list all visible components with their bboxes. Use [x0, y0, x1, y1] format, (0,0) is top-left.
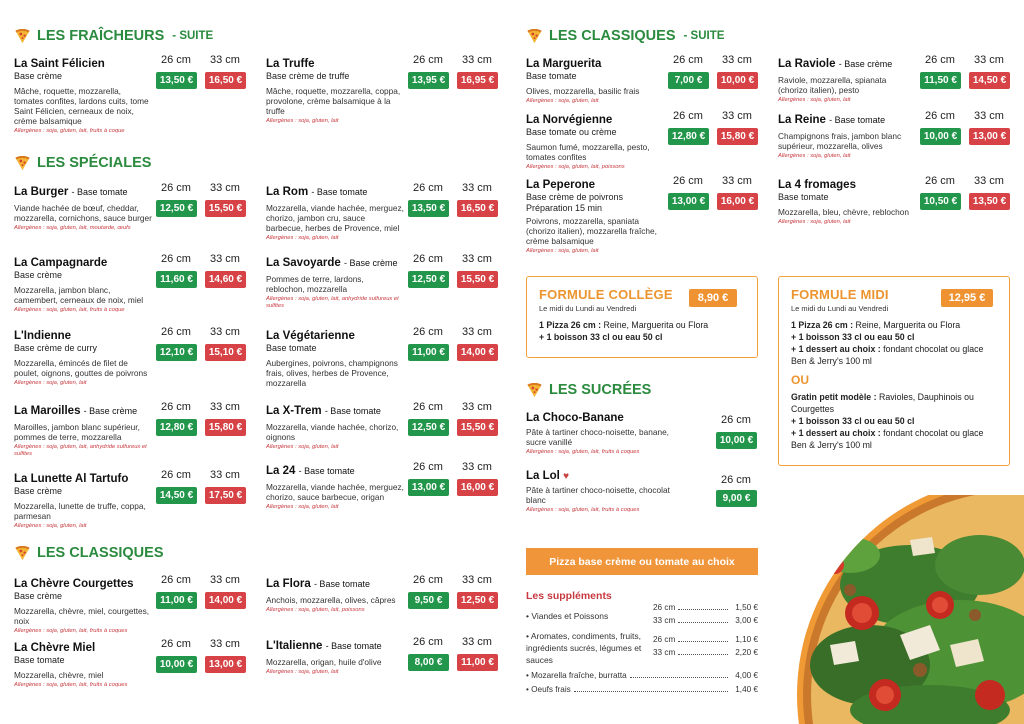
item-description: Mozzarella, origan, huile d'olive — [266, 657, 382, 667]
menu-item — [266, 461, 499, 527]
price-26: 11,00 € — [156, 592, 197, 609]
pizza-slice-icon — [14, 156, 31, 171]
item-description: Poivrons, mozzarella, spaniata (chorizo italien), mozzarella fraîche, crème balsamique — [526, 216, 657, 246]
item-name: La Saint Félicien — [14, 58, 105, 70]
size-33-label: 33 cm — [210, 253, 240, 265]
formule-midi-gratin-drink: + 1 boisson 33 cl ou eau 50 cl — [791, 416, 915, 426]
formule-college-line2: + 1 boisson 33 cl ou eau 50 cl — [539, 332, 663, 342]
menu-item — [266, 574, 499, 640]
formule-midi-gratin-dessert: + 1 dessert au choix : fondant chocolat ou glace Ben & Jerry's 100 ml — [791, 428, 984, 450]
item-name: La Maroilles - Base crème — [14, 405, 138, 417]
pizza-slice-icon — [14, 546, 31, 561]
pizza-photo — [790, 495, 1024, 724]
item-allergens: Allergènes : soja, gluten, lait — [526, 248, 599, 254]
supp-viandes-26: 26 cm 1,50 € — [653, 603, 758, 612]
formule-midi-ou: OU — [791, 373, 809, 387]
size-26-label: 26 cm — [161, 638, 191, 650]
formule-college-price: 8,90 € — [689, 289, 737, 307]
formule-midi-gratin: Gratin petit modèle : Ravioles, Dauphinois ou Courgettes — [791, 392, 974, 414]
section-speciales — [14, 155, 151, 171]
item-name: La Chèvre Miel — [14, 642, 96, 654]
menu-item — [14, 326, 247, 392]
price-33: 15,80 € — [717, 128, 758, 145]
item-allergens: Allergènes : soja, gluten, lait, poissons — [526, 164, 625, 170]
item-name: La 24 - Base tomate — [266, 465, 355, 477]
size-33-label: 33 cm — [974, 110, 1004, 122]
item-description: Olives, mozzarella, basilic frais — [526, 86, 640, 96]
price-26: 13,00 € — [408, 479, 449, 496]
size-26-label: 26 cm — [413, 636, 443, 648]
item-allergens: Allergènes : soja, gluten, lait, fruits à coque — [14, 307, 125, 313]
price-26: 14,50 € — [156, 487, 197, 504]
item-base: Base crème — [14, 591, 63, 601]
item-base: Base crème — [14, 486, 63, 496]
item-allergens: Allergènes : soja, gluten, lait, fruits à coque — [14, 128, 125, 134]
size-33-label: 33 cm — [462, 253, 492, 265]
supp-oeufs: • Oeufs frais 1,40 € — [526, 685, 758, 694]
size-26-label: 26 cm — [161, 326, 191, 338]
item-allergens: Allergènes : soja, gluten, lait — [778, 153, 851, 159]
size-26-label: 26 cm — [161, 182, 191, 194]
size-26-label: 26 cm — [413, 54, 443, 66]
item-allergens: Allergènes : soja, gluten, lait, fruits à coques — [14, 628, 128, 634]
item-description: Mozzarella, viande hachée, chorizo, oignons — [266, 422, 399, 442]
size-33-label: 33 cm — [722, 110, 752, 122]
price-33: 16,00 € — [457, 479, 498, 496]
supplements-title: Les suppléments — [526, 590, 612, 602]
item-name: La Peperone — [526, 179, 596, 191]
size-26-label: 26 cm — [673, 110, 703, 122]
item-description: Mozzarella, jambon blanc, camembert, cerneaux de noix, miel — [14, 285, 144, 305]
size-33-label: 33 cm — [974, 175, 1004, 187]
size-26-label: 26 cm — [925, 175, 955, 187]
menu-item — [14, 638, 247, 704]
supp-aromates-26: 26 cm 1,10 € — [653, 635, 758, 644]
formule-college-box — [526, 276, 758, 358]
item-description: Aubergines, poivrons, champignons frais, olives, herbes de Provence, mozzarella — [266, 358, 398, 388]
item-allergens: Allergènes : soja, gluten, lait — [266, 504, 339, 510]
price-26: 11,60 € — [156, 271, 197, 288]
price-33: 17,50 € — [205, 487, 246, 504]
menu-item — [14, 253, 247, 319]
item-description: Champignons frais, jambon blanc supérieur, mozzarella, olives — [778, 131, 902, 151]
menu-item — [266, 54, 499, 124]
size-33-label: 33 cm — [722, 54, 752, 66]
size-26-label: 26 cm — [673, 175, 703, 187]
supp-viandes: • Viandes et Poissons — [526, 611, 609, 621]
item-base: Base crème — [14, 71, 63, 81]
size-26-label: 26 cm — [413, 182, 443, 194]
item-allergens: Allergènes : soja, gluten, lait — [266, 235, 339, 241]
size-33-label: 33 cm — [210, 574, 240, 586]
item-name: La Choco-Banane — [526, 412, 624, 424]
menu-item — [14, 401, 247, 467]
item-allergens: Allergènes : soja, gluten, lait — [778, 219, 851, 225]
item-allergens: Allergènes : soja, gluten, lait — [526, 98, 599, 104]
price-26: 10,50 € — [920, 193, 961, 210]
item-name: L'Indienne — [14, 330, 72, 342]
item-name: La Raviole - Base crème — [778, 58, 893, 70]
price-33: 13,00 € — [205, 656, 246, 673]
price-33: 14,60 € — [205, 271, 246, 288]
item-name: La Rom - Base tomate — [266, 186, 368, 198]
formule-college-title: FORMULE COLLÈGE — [539, 287, 673, 302]
menu-item — [266, 636, 499, 702]
item-description: Anchois, mozzarella, olives, câpres — [266, 595, 396, 605]
menu-item — [14, 574, 247, 640]
item-description: Mozzarella, bleu, chèvre, reblochon — [778, 207, 909, 217]
item-base: Base crème de truffe — [266, 71, 350, 81]
menu-item — [14, 54, 247, 134]
size-26-label: 26 cm — [925, 110, 955, 122]
item-description: Viande hachée de bœuf, cheddar, mozzarella, cornichons, sauce burger — [14, 203, 152, 223]
size-33-label: 33 cm — [210, 401, 240, 413]
size-26-label: 26 cm — [925, 54, 955, 66]
section-sucrees — [526, 382, 651, 398]
item-name: La Flora - Base tomate — [266, 578, 370, 590]
menu-item — [266, 182, 499, 248]
heart-icon: ♥ — [563, 471, 570, 482]
price-33: 13,00 € — [969, 128, 1010, 145]
price-26: 13,50 € — [156, 72, 197, 89]
menu-item — [266, 253, 499, 319]
menu-item — [778, 175, 1011, 241]
section-title: LES CLASSIQUES — [549, 28, 676, 44]
menu-item — [526, 175, 759, 254]
size-33-label: 33 cm — [974, 54, 1004, 66]
menu-item — [14, 469, 247, 535]
item-allergens: Allergènes : soja, gluten, lait, fruits à coques — [14, 682, 128, 688]
section-classiques-right — [526, 28, 724, 44]
item-description: Mozzarella, chèvre, miel, courgettes, noix — [14, 606, 150, 626]
price-33: 15,50 € — [457, 271, 498, 288]
pizza-slice-icon — [526, 29, 543, 44]
section-classiques-left — [14, 545, 164, 561]
item-base: Base tomate ou crème — [526, 127, 617, 137]
item-name: La Reine - Base tomate — [778, 114, 886, 126]
menu-item — [526, 110, 759, 176]
size-26-label: 26 cm — [161, 54, 191, 66]
size-26-label: 26 cm — [161, 469, 191, 481]
section-suffix: - SUITE — [683, 30, 725, 42]
menu-item — [14, 182, 247, 248]
price-33: 10,00 € — [717, 72, 758, 89]
item-base: Base crème de curry — [14, 343, 98, 353]
formule-midi-line2: + 1 boisson 33 cl ou eau 50 cl — [791, 332, 915, 342]
pizza-slice-icon — [14, 29, 31, 44]
price-26: 10,00 € — [920, 128, 961, 145]
item-name: La Lunette Al Tartufo — [14, 473, 129, 485]
sweet-item — [526, 470, 759, 520]
item-name: La Truffe — [266, 58, 315, 70]
size-26-label: 26 cm — [413, 574, 443, 586]
item-allergens: Allergènes : soja, gluten, lait, anhydride sulfureux et sulfites — [14, 444, 147, 457]
supp-mozza: • Mozarella fraîche, burratta 4,00 € — [526, 671, 758, 680]
item-allergens: Allergènes : soja, gluten, lait — [266, 669, 339, 675]
section-title: LES FRAÎCHEURS — [37, 28, 165, 44]
size-26-label: 26 cm — [161, 574, 191, 586]
price-26: 11,00 € — [408, 344, 449, 361]
section-title: LES SPÉCIALES — [37, 155, 152, 171]
item-allergens: Allergènes : soja, gluten, lait — [266, 118, 339, 124]
size-33-label: 33 cm — [210, 182, 240, 194]
item-prep-time: Préparation 15 min — [526, 203, 603, 213]
price-26: 9,50 € — [408, 592, 449, 609]
item-name: La Marguerita — [526, 58, 602, 70]
size-26-label: 26 cm — [413, 401, 443, 413]
size-26-label: 26 cm — [413, 326, 443, 338]
price-26: 10,00 € — [716, 432, 757, 449]
price-26: 13,00 € — [668, 193, 709, 210]
price-33: 16,50 € — [205, 72, 246, 89]
item-description: Mozzarella, émincés de filet de poulet, oignons, gouttes de poivrons — [14, 358, 148, 378]
base-choice-banner: Pizza base crème ou tomate au choix — [526, 548, 758, 575]
item-name: La Chèvre Courgettes — [14, 578, 134, 590]
item-name: La Lol ♥ — [526, 470, 570, 482]
sweet-item — [526, 412, 759, 462]
price-26: 12,80 € — [156, 419, 197, 436]
size-26-label: 26 cm — [413, 461, 443, 473]
item-allergens: Allergènes : soja, gluten, lait, fruits à coques — [526, 449, 640, 455]
menu-item — [266, 401, 499, 467]
item-name: La Végétarienne — [266, 330, 355, 342]
formule-midi-price: 12,95 € — [941, 289, 993, 307]
item-description: Mozzarella, lunette de truffe, coppa, parmesan — [14, 501, 146, 521]
formule-midi-line1: 1 Pizza 26 cm : Reine, Marguerita ou Flora — [791, 320, 961, 330]
size-33-label: 33 cm — [462, 574, 492, 586]
supp-aromates: • Aromates, condiments, fruits, ingrédients sucrés, légumes et sauces — [526, 631, 642, 665]
item-base: Base crème de poivrons — [526, 192, 624, 202]
item-description: Pâte à tartiner choco-noisette, chocolat blanc — [526, 485, 670, 505]
item-description: Mâche, roquette, mozzarella, tomates confites, lardons cuits, tome Saint Félicien, cerneaux de noix, crème balsamique — [14, 86, 149, 126]
price-26: 11,50 € — [920, 72, 961, 89]
item-base: Base crème — [14, 270, 63, 280]
section-suffix: - SUITE — [172, 30, 214, 42]
size-26-label: 26 cm — [721, 414, 751, 426]
item-description: Mâche, roquette, mozzarella, coppa, provolone, crème balsamique à la truffe — [266, 86, 401, 116]
price-33: 13,50 € — [969, 193, 1010, 210]
price-26: 13,50 € — [408, 200, 449, 217]
price-26: 10,00 € — [156, 656, 197, 673]
item-name: La Savoyarde - Base crème — [266, 257, 398, 269]
price-33: 14,50 € — [969, 72, 1010, 89]
item-base: Base tomate — [526, 71, 577, 81]
size-33-label: 33 cm — [462, 401, 492, 413]
menu-item — [778, 110, 1011, 176]
formule-college-subtitle: Le midi du Lundi au Vendredi — [539, 304, 637, 313]
item-description: Maroilles, jambon blanc supérieur, pommes de terre, mozzarella — [14, 422, 140, 442]
size-33-label: 33 cm — [210, 469, 240, 481]
size-33-label: 33 cm — [462, 636, 492, 648]
size-33-label: 33 cm — [722, 175, 752, 187]
size-33-label: 33 cm — [210, 638, 240, 650]
item-description: Mozzarella, chèvre, miel — [14, 670, 104, 680]
item-description: Pâte à tartiner choco-noisette, banane, sucre vanillé — [526, 427, 669, 447]
formule-midi-subtitle: Le midi du Lundi au Vendredi — [791, 304, 889, 313]
price-26: 8,00 € — [408, 654, 449, 671]
price-26: 12,50 € — [156, 200, 197, 217]
item-description: Mozzarella, viande hachée, merguez, chorizo, sauce barbecue, origan — [266, 482, 404, 502]
size-26-label: 26 cm — [161, 253, 191, 265]
size-26-label: 26 cm — [413, 253, 443, 265]
item-allergens: Allergènes : soja, gluten, lait — [778, 97, 851, 103]
size-33-label: 33 cm — [462, 461, 492, 473]
price-33: 15,10 € — [205, 344, 246, 361]
item-allergens: Allergènes : soja, gluten, lait, anhydride sulfureux et sulfites — [266, 296, 399, 309]
section-fraicheurs — [14, 28, 213, 44]
price-26: 12,80 € — [668, 128, 709, 145]
item-name: La Norvégienne — [526, 114, 613, 126]
price-33: 12,50 € — [457, 592, 498, 609]
item-name: La X-Trem - Base tomate — [266, 405, 381, 417]
menu-item — [266, 326, 499, 392]
price-33: 11,00 € — [457, 654, 498, 671]
size-33-label: 33 cm — [462, 326, 492, 338]
item-allergens: Allergènes : soja, gluten, lait — [266, 444, 339, 450]
price-33: 14,00 € — [205, 592, 246, 609]
size-33-label: 33 cm — [462, 182, 492, 194]
formule-midi-box — [778, 276, 1010, 466]
price-26: 13,95 € — [408, 72, 449, 89]
price-26: 7,00 € — [668, 72, 709, 89]
section-title: LES CLASSIQUES — [37, 545, 164, 561]
item-name: La Burger - Base tomate — [14, 186, 128, 198]
size-26-label: 26 cm — [673, 54, 703, 66]
size-33-label: 33 cm — [210, 54, 240, 66]
price-33: 16,50 € — [457, 200, 498, 217]
size-33-label: 33 cm — [210, 326, 240, 338]
supp-viandes-33: 33 cm 3,00 € — [653, 616, 758, 625]
price-33: 16,00 € — [717, 193, 758, 210]
price-33: 14,00 € — [457, 344, 498, 361]
price-33: 15,80 € — [205, 419, 246, 436]
price-26: 12,10 € — [156, 344, 197, 361]
formule-midi-title: FORMULE MIDI — [791, 287, 889, 302]
item-description: Saumon fumé, mozzarella, pesto, tomates confites — [526, 142, 650, 162]
item-allergens: Allergènes : soja, gluten, lait, moutarde, œufs — [14, 225, 131, 231]
price-33: 16,95 € — [457, 72, 498, 89]
price-33: 15,50 € — [205, 200, 246, 217]
item-description: Pommes de terre, lardons, reblochon, mozzarella — [266, 274, 364, 294]
formule-midi-line3: + 1 dessert au choix : fondant chocolat ou glace Ben & Jerry's 100 ml — [791, 344, 984, 366]
price-26: 9,00 € — [716, 490, 757, 507]
item-allergens: Allergènes : soja, gluten, lait — [14, 380, 87, 386]
pizza-slice-icon — [526, 383, 543, 398]
size-26-label: 26 cm — [721, 474, 751, 486]
item-name: L'Italienne - Base tomate — [266, 640, 382, 652]
item-name: La Campagnarde — [14, 257, 108, 269]
size-33-label: 33 cm — [462, 54, 492, 66]
price-26: 12,50 € — [408, 419, 449, 436]
supp-aromates-33: 33 cm 2,20 € — [653, 648, 758, 657]
price-33: 15,50 € — [457, 419, 498, 436]
formule-college-line1: 1 Pizza 26 cm : Reine, Marguerita ou Flora — [539, 320, 709, 330]
item-base: Base tomate — [778, 192, 829, 202]
item-name: La 4 fromages — [778, 179, 856, 191]
item-allergens: Allergènes : soja, gluten, lait, poissons — [266, 607, 365, 613]
item-description: Raviole, mozzarella, spianata (chorizo italien), pesto — [778, 75, 887, 95]
section-title: LES SUCRÉES — [549, 382, 652, 398]
item-base: Base tomate — [14, 655, 65, 665]
item-allergens: Allergènes : soja, gluten, lait, fruits à coques — [526, 507, 640, 513]
item-base: Base tomate — [266, 343, 317, 353]
price-26: 12,50 € — [408, 271, 449, 288]
item-allergens: Allergènes : soja, gluten, lait — [14, 523, 87, 529]
item-description: Mozzarella, viande hachée, merguez, chorizo, jambon cru, sauce barbecue, herbes de Provence, miel — [266, 203, 404, 233]
size-26-label: 26 cm — [161, 401, 191, 413]
